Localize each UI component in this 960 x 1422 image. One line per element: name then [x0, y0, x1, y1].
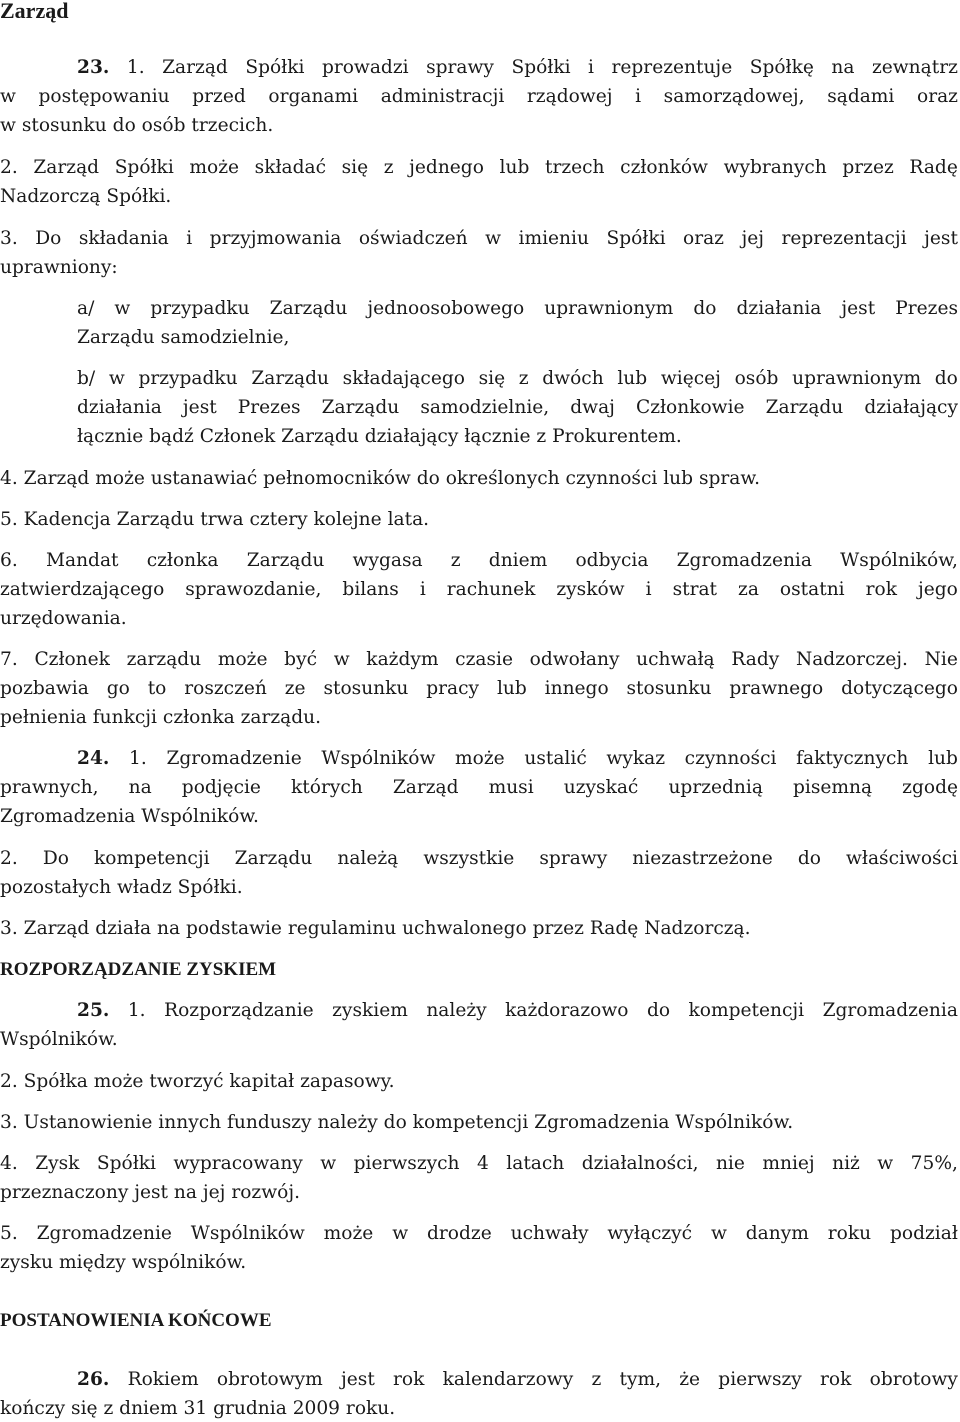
- paragraph-24-1-line-3: Zgromadzenia Wspólników.: [0, 806, 259, 827]
- paragraph-23-2-line-2: Nadzorczą Spółki.: [0, 186, 172, 207]
- paragraph-23-3-line-1: 3. Do składania i przyjmowania oświadczeń w imieniu Spółki oraz jej reprezentacji jest: [0, 228, 958, 249]
- paragraph-25-4-line-2: przeznaczony jest na jej rozwój.: [0, 1182, 301, 1203]
- paragraph-25-5-line-1: 5. Zgromadzenie Wspólników może w drodze uchwały wyłączyć w danym roku podział: [0, 1223, 958, 1244]
- paragraph-25-3: 3. Ustanowienie innych funduszy należy do kompetencji Zgromadzenia Wspólników.: [0, 1112, 794, 1133]
- paragraph-23-1-line-1: 23. 1. Zarząd Spółki prowadzi sprawy Spółki i reprezentuje Spółkę na zewnątrz: [77, 55, 958, 81]
- section-number-24: 24.: [77, 748, 110, 769]
- paragraph-23-3b-line-3: łącznie bądź Członek Zarządu działający łącznie z Prokurentem.: [77, 426, 682, 447]
- heading-postanowienia-koncowe: POSTANOWIENIA KOŃCOWE: [0, 1310, 272, 1331]
- section-number-26: 26.: [77, 1369, 110, 1390]
- paragraph-23-4: 4. Zarząd może ustanawiać pełnomocników do określonych czynności lub spraw.: [0, 468, 761, 489]
- paragraph-23-6-line-1: 6. Mandat członka Zarządu wygasa z dniem odbycia Zgromadzenia Wspólników,: [0, 550, 958, 571]
- paragraph-25-1-line-1: 25. 1. Rozporządzanie zyskiem należy każdorazowo do kompetencji Zgromadzenia: [77, 998, 958, 1024]
- section-number-25: 25.: [77, 1000, 110, 1021]
- paragraph-23-3a-line-2: Zarządu samodzielnie,: [77, 327, 290, 348]
- paragraph-23-6-line-2: zatwierdzającego sprawozdanie, bilans i rachunek zysków i strat za ostatni rok jego: [0, 579, 958, 600]
- paragraph-24-1-line-1: 24. 1. Zgromadzenie Wspólników może ustalić wykaz czynności faktycznych lub: [77, 746, 958, 772]
- section-number-23: 23.: [77, 57, 110, 78]
- paragraph-23-3-line-2: uprawniony:: [0, 257, 118, 278]
- paragraph-24-2-line-1: 2. Do kompetencji Zarządu należą wszystkie sprawy niezastrzeżone do właściwości: [0, 848, 958, 869]
- paragraph-25-4-line-1: 4. Zysk Spółki wypracowany w pierwszych 4 latach działalności, nie mniej niż w 75%,: [0, 1153, 958, 1174]
- paragraph-23-3b-line-2: działania jest Prezes Zarządu samodzielnie, dwaj Członkowie Zarządu działający: [77, 397, 958, 418]
- paragraph-23-3a-line-1: a/ w przypadku Zarządu jednoosobowego uprawnionym do działania jest Prezes: [77, 298, 958, 319]
- paragraph-23-7-line-1: 7. Członek zarządu może być w każdym czasie odwołany uchwałą Rady Nadzorczej. Nie: [0, 649, 958, 670]
- paragraph-26-line-1: 26. Rokiem obrotowym jest rok kalendarzowy z tym, że pierwszy rok obrotowy: [77, 1367, 958, 1393]
- paragraph-23-5: 5. Kadencja Zarządu trwa cztery kolejne lata.: [0, 509, 430, 530]
- paragraph-26-line-2: kończy się z dniem 31 grudnia 2009 roku.: [0, 1398, 396, 1419]
- paragraph-25-2: 2. Spółka może tworzyć kapitał zapasowy.: [0, 1071, 395, 1092]
- paragraph-23-2-line-1: 2. Zarząd Spółki może składać się z jednego lub trzech członków wybranych przez Radę: [0, 157, 958, 178]
- heading-zarzad: Zarząd: [0, 0, 69, 23]
- paragraph-25-5-line-2: zysku między wspólników.: [0, 1252, 247, 1273]
- paragraph-25-1-line-2: Wspólników.: [0, 1029, 118, 1050]
- paragraph-23-6-line-3: urzędowania.: [0, 608, 127, 629]
- paragraph-23-1-line-3: w stosunku do osób trzecich.: [0, 115, 274, 136]
- paragraph-23-7-line-3: pełnienia funkcji członka zarządu.: [0, 707, 322, 728]
- paragraph-23-7-line-2: pozbawia go to roszczeń ze stosunku pracy lub innego stosunku prawnego dotyczącego: [0, 678, 958, 699]
- paragraph-23-1-line-2: w postępowaniu przed organami administracji rządowej i samorządowej, sądami oraz: [0, 86, 958, 107]
- paragraph-24-2-line-2: pozostałych władz Spółki.: [0, 877, 243, 898]
- paragraph-23-3b-line-1: b/ w przypadku Zarządu składającego się z dwóch lub więcej osób uprawnionym do: [77, 368, 958, 389]
- paragraph-24-3: 3. Zarząd działa na podstawie regulaminu uchwalonego przez Radę Nadzorczą.: [0, 918, 751, 939]
- paragraph-24-1-line-2: prawnych, na podjęcie których Zarząd musi uzyskać uprzednią pisemną zgodę: [0, 777, 958, 798]
- heading-rozporzadzanie-zyskiem: ROZPORZĄDZANIE ZYSKIEM: [0, 959, 277, 980]
